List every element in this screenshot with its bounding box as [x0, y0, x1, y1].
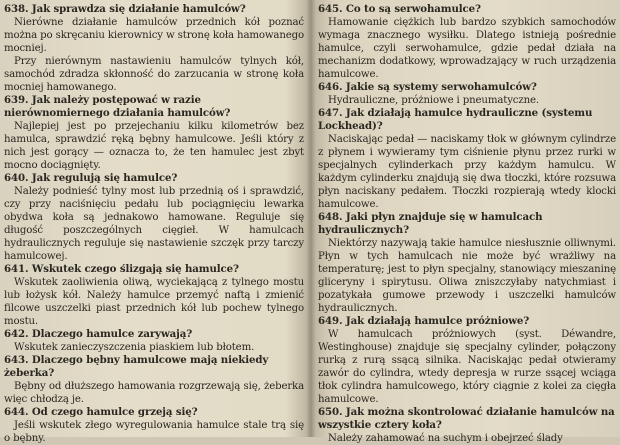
question-heading: 645. Co to są serwohamulce? — [318, 3, 481, 15]
answer-paragraph: Nierówne działanie hamulców przednich kół poznać można po skręcaniu kierownicy w stronę koła hamowanego mocniej. — [4, 17, 304, 54]
answer-paragraph: Przy nierównym nastawieniu hamulców tylnych kół, samochód zdradza skłonność do zarzucania w stronę koła mocniej hamowanego. — [4, 56, 304, 93]
answer-paragraph: Najlepiej jest po przejechaniu kilku kilometrów bez hamulca, sprawdzić ręką bębny hamulcowe. Jeśli który z nich jest gorący — oznacza to, że ten hamulec jest zbyt mocno dociągnięty. — [4, 121, 304, 171]
question-heading: 638. Jak sprawdza się działanie hamulców? — [4, 3, 246, 15]
left-page-text — [4, 0, 304, 445]
answer-paragraph: Hamowanie ciężkich lub bardzo szybkich samochodów wymaga znacznego wysiłku. Dlatego istnieją pośrednie hamulce, czyli serwohamulce, gdzie pedał działa na mechanizm dodatkowy, wprowadzający w ruch urządzenia hamulcowe. — [318, 17, 616, 80]
book-gutter — [306, 0, 316, 437]
question-heading: 648. Jaki płyn znajduje się w hamulcach hydraulicznych? — [318, 211, 543, 236]
question-heading: 641. Wskutek czego ślizgają się hamulce? — [4, 263, 239, 275]
answer-paragraph: Wskutek zaoliwienia oliwą, wyciekającą z tylnego mostu lub łożysk kół. Należy hamulce przemyć naftą i zmienić filcowe uszczelki piast przednich kół lub pochew tylnego mostu. — [4, 277, 304, 327]
question-heading: 644. Od czego hamulce grzeją się? — [4, 406, 198, 418]
answer-paragraph: Należy podnieść tylny most lub przednią oś i sprawdzić, czy przy naciśnięciu pedału lub pociągnięciu lewarka obydwa koła są jednakowo hamowane. Reguluje się długość poszczególnych cięgieł. W hamulcach hydraulicznych reguluje się nastawienie szczęk przy tarczy hamulcowej. — [4, 186, 304, 262]
question-heading: 642. Dlaczego hamulce zarywają? — [4, 328, 193, 340]
answer-paragraph: Niektórzy nazywają takie hamulce niesłusznie olliwnymi. Płyn w tych hamulcach nie może być wrażliwy na temperaturę; jest to płyn specjalny, stanowiący mieszaninę gliceryny i spirytusu. Oliwa zniszczyłaby natychmiast i pozatykała gumowe przewody i uszczelki hamulców hydraulicznych. — [318, 238, 616, 314]
question-heading: 649. Jak działają hamulce próżniowe? — [318, 315, 530, 327]
question-heading: 650. Jak można skontrolować działanie hamulców na wszystkie cztery koła? — [318, 406, 615, 431]
right-page — [318, 0, 616, 444]
question-heading: 646. Jakie są systemy serwohamulców? — [318, 81, 537, 93]
question-heading: 639. Jak należy postępować w razie nierównomiernego działania hamulców? — [4, 94, 231, 119]
answer-paragraph: Hydrauliczne, próżniowe i pneumatyczne. — [328, 95, 539, 106]
right-page-text — [318, 0, 616, 445]
answer-paragraph: Należy zahamować na suchym i obejrzeć ślady — [328, 433, 563, 444]
question-heading: 643. Dlaczego bębny hamulcowe mają niekiedy żeberka? — [4, 354, 269, 379]
answer-paragraph: W hamulcach próżniowych (syst. Déwandre, Westinghouse) znajduje się specjalny cylinder, połączony rurką z rurą ssącą silnika. Naciskając pedał otwieramy zawór do cylindra, wtedy depresja w rurze ssącej wciąga tłok cylindra hamulcowego, który ciągnie z kolei za cięgła hamulcowe. — [318, 329, 616, 405]
question-heading: 640. Jak regulują się hamulce? — [4, 172, 178, 184]
answer-paragraph: Wskutek zanieczyszczenia piaskiem lub błotem. — [14, 342, 255, 353]
answer-paragraph: Naciskając pedał — naciskamy tłok w głównym cylindrze z płynem i wywieramy tym ciśnienie płynu przez rurki w specjalnych cylinderkach przy każdym hamulcu. W każdym cylinderku znajdują się dwa tłoczki, które rozsuwa płyn naciskany pedałem. Tłoczki rozpierają wtedy klocki hamulcowe. — [318, 134, 616, 210]
question-heading: 647. Jak działają hamulce hydrauliczne (systemu Lockhead)? — [318, 107, 593, 132]
answer-paragraph: Bębny od dłuższego hamowania rozgrzewają się, żeberka więc chłodzą je. — [4, 381, 304, 405]
left-page — [4, 0, 304, 444]
answer-paragraph: Jeśli wskutek złego wyregulowania hamulce stale trą się o bębny. — [4, 420, 304, 444]
